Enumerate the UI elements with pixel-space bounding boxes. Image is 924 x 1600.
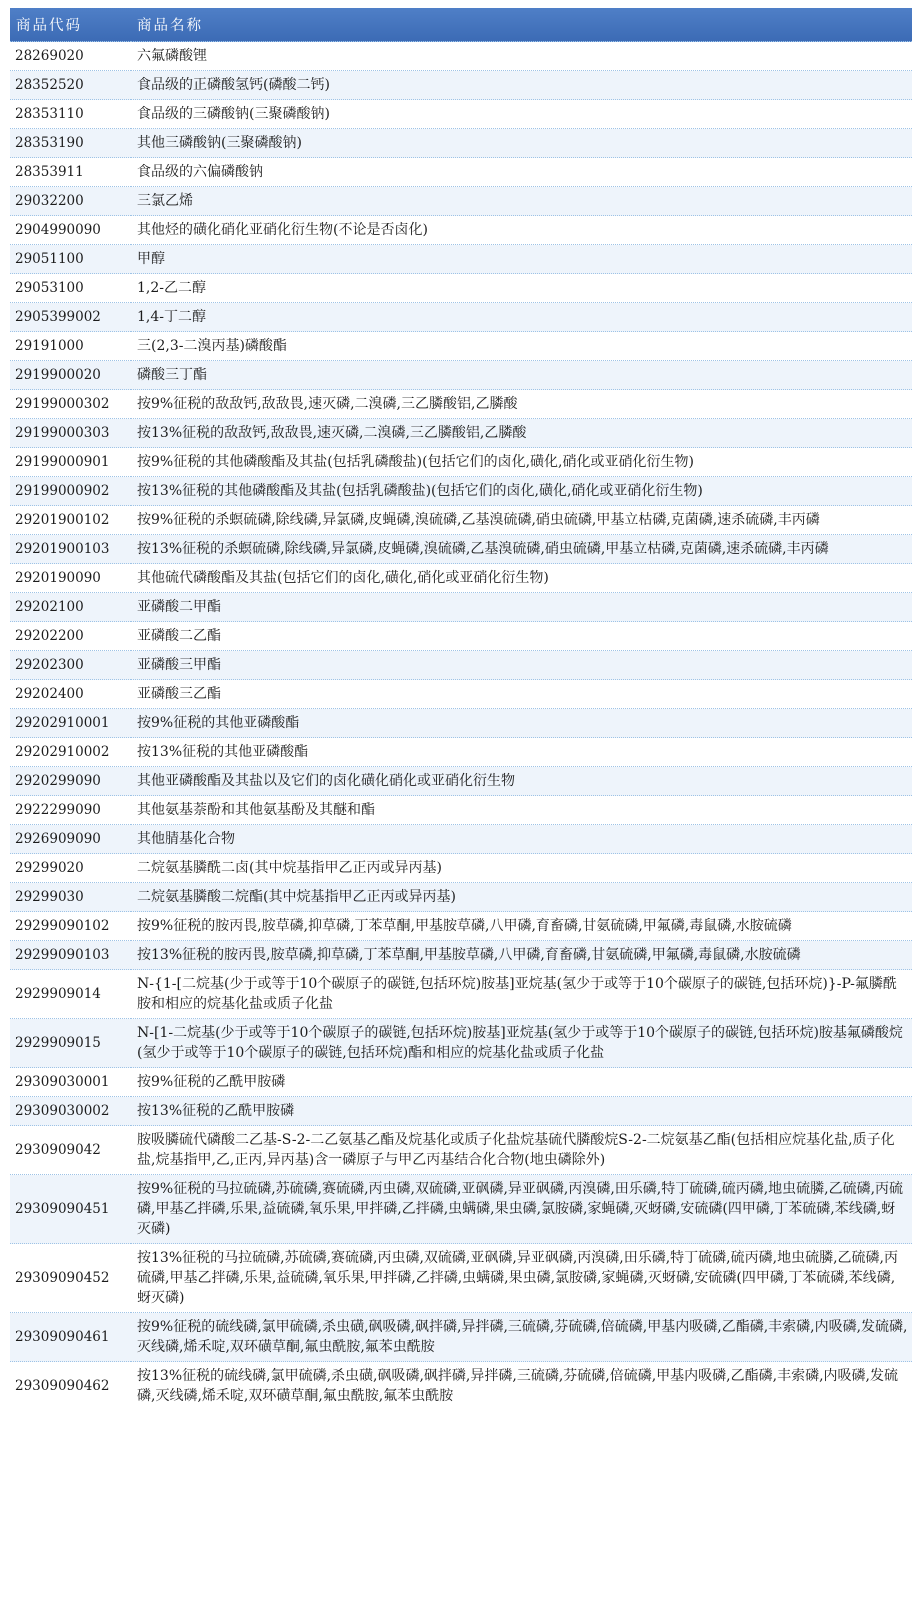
- table-row: [10, 1175, 912, 1244]
- commodity-code: 29309090451: [10, 1175, 131, 1244]
- header-commodity-code: 商品代码: [10, 8, 131, 42]
- commodity-name: 食品级的正磷酸氢钙(磷酸二钙): [131, 71, 912, 100]
- table-row: [10, 767, 912, 796]
- table-row: [10, 796, 912, 825]
- table-row: [10, 361, 912, 390]
- commodity-name: 按9%征税的硫线磷,氯甲硫磷,杀虫磺,砜吸磷,砜拌磷,异拌磷,三硫磷,芬硫磷,倍硫磷,甲基内吸磷,乙酯磷,丰索磷,内吸磷,发硫磷,灭线磷,烯禾啶,双环磺草酮,氟虫酰胺,氟苯虫酰胺: [131, 1313, 912, 1362]
- commodity-code: 29199000303: [10, 419, 131, 448]
- commodity-name: 胺吸膦硫代磷酸二乙基-S-2-二乙氨基乙酯及烷基化或质子化盐烷基硫代膦酸烷S-2-二烷氨基乙酯(包括相应烷基化盐,质子化盐,烷基指甲,乙,正丙,异丙基)含一磷原子与甲乙丙基结合化合物(地虫磷除外): [131, 1126, 912, 1175]
- table-row: [10, 854, 912, 883]
- table-row: [10, 477, 912, 506]
- commodity-name: 1,4-丁二醇: [131, 303, 912, 332]
- commodity-name: 按9%征税的胺丙畏,胺草磷,抑草磷,丁苯草酮,甲基胺草磷,八甲磷,育畜磷,甘氨硫磷,甲氟磷,毒鼠磷,水胺硫磷: [131, 912, 912, 941]
- table-row: [10, 419, 912, 448]
- commodity-code: 29032200: [10, 187, 131, 216]
- commodity-name: 1,2-乙二醇: [131, 274, 912, 303]
- table-row: [10, 71, 912, 100]
- commodity-name: 食品级的三磷酸钠(三聚磷酸钠): [131, 100, 912, 129]
- commodity-table: [10, 8, 912, 1410]
- commodity-code: 29201900103: [10, 535, 131, 564]
- commodity-name: 六氟磷酸锂: [131, 42, 912, 71]
- commodity-name: 按13%征税的其他亚磷酸酯: [131, 738, 912, 767]
- commodity-name: 按9%征税的马拉硫磷,苏硫磷,赛硫磷,丙虫磷,双硫磷,亚砜磷,异亚砜磷,丙溴磷,田乐磷,特丁硫磷,硫丙磷,地虫硫膦,乙硫磷,丙硫磷,甲基乙拌磷,乐果,益硫磷,氧乐果,甲拌磷,乙拌磷,虫螨磷,果虫磷,氯胺磷,家蝇磷,灭蚜磷,安硫磷(四甲磷,丁苯硫磷,苯线磷,蚜灭磷): [131, 1175, 912, 1244]
- table-row: [10, 216, 912, 245]
- commodity-code: 28269020: [10, 42, 131, 71]
- commodity-code: 29309090462: [10, 1362, 131, 1411]
- commodity-code: 2920190090: [10, 564, 131, 593]
- commodity-code: 29199000901: [10, 448, 131, 477]
- table-row: [10, 680, 912, 709]
- commodity-name: 其他烃的磺化硝化亚硝化衍生物(不论是否卤化): [131, 216, 912, 245]
- commodity-code: 28352520: [10, 71, 131, 100]
- commodity-code: 2904990090: [10, 216, 131, 245]
- commodity-code: 29202300: [10, 651, 131, 680]
- table-row: [10, 709, 912, 738]
- commodity-code: 2929909014: [10, 970, 131, 1019]
- commodity-name: 食品级的六偏磷酸钠: [131, 158, 912, 187]
- commodity-name: 磷酸三丁酯: [131, 361, 912, 390]
- table-row: [10, 187, 912, 216]
- table-row: [10, 738, 912, 767]
- commodity-code: 29309030002: [10, 1097, 131, 1126]
- commodity-name: 其他硫代磷酸酯及其盐(包括它们的卤化,磺化,硝化或亚硝化衍生物): [131, 564, 912, 593]
- commodity-code: 29309090461: [10, 1313, 131, 1362]
- table-row: [10, 1068, 912, 1097]
- table-row: [10, 1097, 912, 1126]
- table-row: [10, 390, 912, 419]
- commodity-code: 2930909042: [10, 1126, 131, 1175]
- commodity-code: 29202100: [10, 593, 131, 622]
- commodity-name: 按13%征税的马拉硫磷,苏硫磷,赛硫磷,丙虫磷,双硫磷,亚砜磷,异亚砜磷,丙溴磷,田乐磷,特丁硫磷,硫丙磷,地虫硫膦,乙硫磷,丙硫磷,甲基乙拌磷,乐果,益硫磷,氧乐果,甲拌磷,乙拌磷,虫螨磷,果虫磷,氯胺磷,家蝇磷,灭蚜磷,安硫磷(四甲磷,丁苯硫磷,苯线磷,蚜灭磷): [131, 1244, 912, 1313]
- commodity-code: 2926909090: [10, 825, 131, 854]
- commodity-name: 亚磷酸二乙酯: [131, 622, 912, 651]
- commodity-name: 按9%征税的杀螟硫磷,除线磷,异氯磷,皮蝇磷,溴硫磷,乙基溴硫磷,硝虫硫磷,甲基立枯磷,克菌磷,速杀硫磷,丰丙磷: [131, 506, 912, 535]
- commodity-name: 亚磷酸二甲酯: [131, 593, 912, 622]
- commodity-code: 29053100: [10, 274, 131, 303]
- table-row: [10, 970, 912, 1019]
- commodity-name: 甲醇: [131, 245, 912, 274]
- commodity-name: 按13%征税的其他磷酸酯及其盐(包括乳磷酸盐)(包括它们的卤化,磺化,硝化或亚硝化衍生物): [131, 477, 912, 506]
- commodity-name: 三氯乙烯: [131, 187, 912, 216]
- table-body: [10, 42, 912, 1411]
- table-row: [10, 1126, 912, 1175]
- commodity-code: 29202910002: [10, 738, 131, 767]
- header-commodity-name: 商品名称: [131, 8, 912, 42]
- table-row: [10, 941, 912, 970]
- commodity-code: 29202200: [10, 622, 131, 651]
- commodity-name: 其他腈基化合物: [131, 825, 912, 854]
- commodity-name: N-[1-二烷基(少于或等于10个碳原子的碳链,包括环烷)胺基]亚烷基(氢少于或等于10个碳原子的碳链,包括环烷)胺基氟磷酸烷(氢少于或等于10个碳原子的碳链,包括环烷)酯和相应的烷基化盐或质子化盐: [131, 1019, 912, 1068]
- commodity-name: 按13%征税的硫线磷,氯甲硫磷,杀虫磺,砜吸磷,砜拌磷,异拌磷,三硫磷,芬硫磷,倍硫磷,甲基内吸磷,乙酯磷,丰索磷,内吸磷,发硫磷,灭线磷,烯禾啶,双环磺草酮,氟虫酰胺,氟苯虫酰胺: [131, 1362, 912, 1411]
- commodity-name: N-{1-[二烷基(少于或等于10个碳原子的碳链,包括环烷)胺基]亚烷基(氢少于或等于10个碳原子的碳链,包括环烷)}-P-氟膦酰胺和相应的烷基化盐或质子化盐: [131, 970, 912, 1019]
- commodity-code: 28353190: [10, 129, 131, 158]
- table-row: [10, 535, 912, 564]
- commodity-code: 29201900102: [10, 506, 131, 535]
- table-row: [10, 883, 912, 912]
- commodity-code: 2919900020: [10, 361, 131, 390]
- commodity-code: 29051100: [10, 245, 131, 274]
- table-row: [10, 274, 912, 303]
- commodity-name: 按9%征税的其他磷酸酯及其盐(包括乳磷酸盐)(包括它们的卤化,磺化,硝化或亚硝化衍生物): [131, 448, 912, 477]
- table-row: [10, 912, 912, 941]
- commodity-name: 二烷氨基膦酸二烷酯(其中烷基指甲乙正丙或异丙基): [131, 883, 912, 912]
- table-row: [10, 564, 912, 593]
- commodity-name: 亚磷酸三甲酯: [131, 651, 912, 680]
- table-row: [10, 593, 912, 622]
- commodity-code: 29299030: [10, 883, 131, 912]
- commodity-code: 2922299090: [10, 796, 131, 825]
- table-row: [10, 332, 912, 361]
- commodity-name: 其他三磷酸钠(三聚磷酸钠): [131, 129, 912, 158]
- commodity-code: 29299090103: [10, 941, 131, 970]
- table-row: [10, 158, 912, 187]
- commodity-name: 其他亚磷酸酯及其盐以及它们的卤化磺化硝化或亚硝化衍生物: [131, 767, 912, 796]
- commodity-code: 2905399002: [10, 303, 131, 332]
- commodity-code: 28353110: [10, 100, 131, 129]
- table-row: [10, 100, 912, 129]
- table-row: [10, 129, 912, 158]
- table-row: [10, 42, 912, 71]
- table-row: [10, 303, 912, 332]
- table-row: [10, 448, 912, 477]
- commodity-code: 29202400: [10, 680, 131, 709]
- commodity-code: 29309030001: [10, 1068, 131, 1097]
- commodity-name: 按13%征税的胺丙畏,胺草磷,抑草磷,丁苯草酮,甲基胺草磷,八甲磷,育畜磷,甘氨硫磷,甲氟磷,毒鼠磷,水胺硫磷: [131, 941, 912, 970]
- commodity-code: 29199000302: [10, 390, 131, 419]
- commodity-name: 亚磷酸三乙酯: [131, 680, 912, 709]
- table-row: [10, 1244, 912, 1313]
- commodity-name: 二烷氨基膦酰二卤(其中烷基指甲乙正丙或异丙基): [131, 854, 912, 883]
- table-row: [10, 506, 912, 535]
- table-row: [10, 1019, 912, 1068]
- commodity-code: 29309090452: [10, 1244, 131, 1313]
- commodity-name: 其他氨基萘酚和其他氨基酚及其醚和酯: [131, 796, 912, 825]
- commodity-code: 29299020: [10, 854, 131, 883]
- table-header-row: [10, 8, 912, 42]
- table-row: [10, 245, 912, 274]
- commodity-code: 28353911: [10, 158, 131, 187]
- table-row: [10, 825, 912, 854]
- commodity-code: 29202910001: [10, 709, 131, 738]
- commodity-code: 2929909015: [10, 1019, 131, 1068]
- commodity-code: 2920299090: [10, 767, 131, 796]
- commodity-code: 29191000: [10, 332, 131, 361]
- commodity-name: 按13%征税的乙酰甲胺磷: [131, 1097, 912, 1126]
- commodity-name: 按13%征税的敌敌钙,敌敌畏,速灭磷,二溴磷,三乙膦酸铝,乙膦酸: [131, 419, 912, 448]
- commodity-code: 29299090102: [10, 912, 131, 941]
- table-row: [10, 622, 912, 651]
- commodity-name: 按9%征税的其他亚磷酸酯: [131, 709, 912, 738]
- commodity-name: 按9%征税的乙酰甲胺磷: [131, 1068, 912, 1097]
- table-row: [10, 1362, 912, 1411]
- commodity-code: 29199000902: [10, 477, 131, 506]
- commodity-name: 三(2,3-二溴丙基)磷酸酯: [131, 332, 912, 361]
- table-row: [10, 651, 912, 680]
- table-row: [10, 1313, 912, 1362]
- commodity-name: 按13%征税的杀螟硫磷,除线磷,异氯磷,皮蝇磷,溴硫磷,乙基溴硫磷,硝虫硫磷,甲基立枯磷,克菌磷,速杀硫磷,丰丙磷: [131, 535, 912, 564]
- commodity-name: 按9%征税的敌敌钙,敌敌畏,速灭磷,二溴磷,三乙膦酸铝,乙膦酸: [131, 390, 912, 419]
